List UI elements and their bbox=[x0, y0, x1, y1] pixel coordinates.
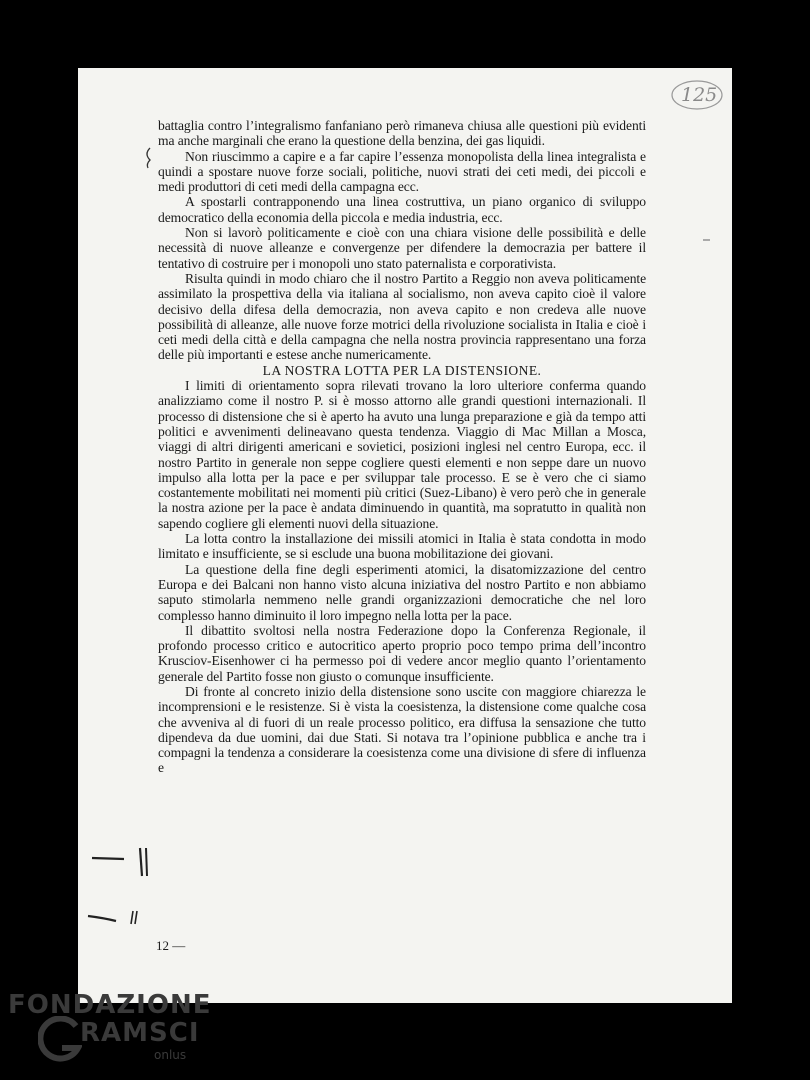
paragraph: I limiti di orientamento sopra rilevati trovano la loro ulteriore conferma quando analizziamo come il nostro P. si è mosso attorno alle grandi questioni internazionali. Il processo di distensione che si è aperto ha avuto una lunga preparazione e già da tempo atti politici e avvenimenti delineavano questa tendenza. Viaggio di Mac Millan a Mosca, viaggi di altri dirigenti americani e sovietici, posizioni inglesi nel centro Europa, ecc. il nostro Partito in generale non seppe cogliere questi elementi e non seppe dare un nuovo impulso alla lotta per la pace e per sviluppar tale processo. E se è vero che ci siamo costantemente mobilitati nei momenti più critici (Suez-Libano) è vero però che in generale la nostra azione per la pace è andata diminuendo in quantità, ma sopratutto in qualità non sapendo cogliere gli elementi nuovi della situazione. bbox=[158, 378, 646, 531]
archive-number bbox=[670, 78, 724, 112]
logo-line1: FONDAZIONE bbox=[8, 990, 212, 1020]
paragraph: Il dibattito svoltosi nella nostra Federazione dopo la Conferenza Regionale, il profondo processo critico e autocritico aperto proprio poco tempo prima dell’incontro Krusciov-Eisenhower ci ha permesso poi di vedere ancor meglio quanto l’orientamento generale del Partito fosse non giusto o comunque insufficiente. bbox=[158, 622, 646, 684]
section-heading: LA NOSTRA LOTTA PER LA DISTENSIONE. bbox=[262, 362, 542, 378]
paragraph: La lotta contro la installazione dei missili atomici in Italia è stata condotta in modo limitato e insufficiente, se si esclude una buona mobilitazione dei giovani. bbox=[158, 531, 646, 562]
document-body bbox=[158, 118, 646, 776]
document-page bbox=[78, 68, 732, 1003]
archive-number-text: 125 bbox=[681, 84, 718, 106]
logo-suffix: onlus bbox=[154, 1048, 187, 1062]
fondazione-gramsci-logo bbox=[8, 990, 212, 1070]
page-number: 12 — bbox=[156, 938, 186, 953]
paragraph: Di fronte al concreto inizio della distensione sono uscite con maggiore chiarezza le incomprensioni e le resistenze. Si è vista la coesistenza, la distensione come qualche cosa che avveniva al di fuori di un reale processo politico, era diffusa la sensazione che tutto dipendeva da due uomini, dai due Stati. Si notava tra l’opinione pubblica e anche tra i compagni la tendenza a considerare la coesistenza come una divisione di sfere di influenza e bbox=[158, 683, 646, 776]
paragraph: Non si lavorò politicamente e cioè con una chiara visione delle possibilità e delle necessità di nuove alleanze e convergenze per difendere la democrazia per battere il tentativo di costruire per i monopoli uno stato paternalista e corporativista. bbox=[158, 225, 646, 271]
paragraph: Risulta quindi in modo chiaro che il nostro Partito a Reggio non aveva politicamente assimilato la prospettiva della via italiana al socialismo, non aveva capito cioè il valore decisivo della difesa della democrazia, non aveva capito e non credeva alle nuove possibilità di alleanze, alle nuove forze motrici della rivoluzione socialista in Italia e cioè i ceti medi della città e della campagna che nella nostra provincia rappresentano una forza delle più importanti e estese anche numericamente. bbox=[158, 270, 646, 363]
logo-line2: RAMSCI bbox=[80, 1018, 200, 1048]
paragraph: battaglia contro l’integralismo fanfaniano però rimaneva chiusa alle questioni più evidenti ma anche marginali che erano la questione della benzina, dei gas liquidi. bbox=[158, 118, 646, 149]
logo-g-icon bbox=[38, 1016, 82, 1068]
paragraph: Non riuscimmo a capire e a far capire l’essenza monopolista della linea integralista e quindi a spostare nuove forze sociali, politiche, nuovi strati dei ceti medi, dei piccoli e medi produttori di ceti medi della campagna ecc. bbox=[158, 148, 646, 195]
paragraph: A spostarli contrapponendo una linea costruttiva, un piano organico di sviluppo democratico della economia della piccola e media industria, ecc. bbox=[158, 194, 646, 225]
paragraph: La questione della fine degli esperimenti atomici, la disatomizzazione del centro Europa e dei Balcani non hanno visto alcuna iniziativa del nostro Partito e non abbiamo saputo stimolarla nemmeno nelle grandi organizzazioni democratiche che nel loro complesso hanno diminuito il loro impegno nella lotta per la pace. bbox=[158, 561, 646, 623]
